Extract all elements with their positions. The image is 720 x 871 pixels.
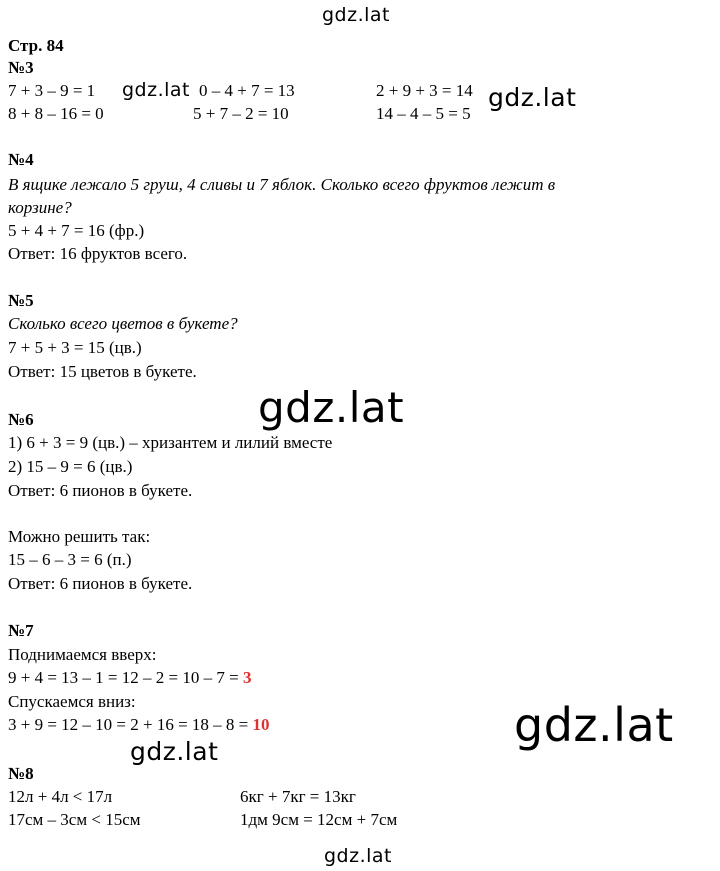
task5-question: Сколько всего цветов в букете? <box>8 314 238 333</box>
task4-question-line1: В ящике лежало 5 груш, 4 сливы и 7 яблок. Сколько всего фруктов лежит в <box>8 175 556 194</box>
watermark-inline-2: gdz.lat <box>488 83 582 112</box>
watermark-inline-3: gdz.lat <box>130 737 224 766</box>
task7-down-label: Спускаемся вниз: <box>8 692 136 711</box>
watermark-inline-1: gdz.lat <box>122 79 191 101</box>
task3-expr-4: 8 + 8 – 16 = 0 <box>8 104 104 123</box>
task6-alt-intro: Можно решить так: <box>8 527 151 546</box>
task3-expr-6: 14 – 4 – 5 = 5 <box>376 104 471 123</box>
task6-heading: №6 <box>8 410 34 429</box>
task3-expr-2: 0 – 4 + 7 = 13 <box>199 81 295 100</box>
task4-heading: №4 <box>8 150 34 169</box>
task5-answer: Ответ: 15 цветов в букете. <box>8 362 197 381</box>
task3-expr-5: 5 + 7 – 2 = 10 <box>193 104 289 123</box>
page-number: Стр. 84 <box>8 36 64 55</box>
watermark-large-right: gdz.lat <box>514 698 674 752</box>
task5-heading: №5 <box>8 291 34 310</box>
task4-solution: 5 + 4 + 7 = 16 (фр.) <box>8 221 145 240</box>
watermark-top: gdz.lat <box>322 4 391 26</box>
task7-down-expr: 3 + 9 = 12 – 10 = 2 + 16 = 18 – 8 = <box>8 715 253 734</box>
task3-expr-3: 2 + 9 + 3 = 14 <box>376 81 473 100</box>
task7-up-result: 3 <box>242 668 252 687</box>
task7-heading: №7 <box>8 621 34 640</box>
watermark-bottom: gdz.lat <box>324 845 393 867</box>
task7-down-result: 10 <box>252 715 270 734</box>
task6-answer2: Ответ: 6 пионов в букете. <box>8 574 193 593</box>
task6-step1: 1) 6 + 3 = 9 (цв.) – хризантем и лилий вместе <box>8 433 333 452</box>
task6-alt-solution: 15 – 6 – 3 = 6 (п.) <box>8 550 132 569</box>
task8-expr-1: 12л + 4л < 17л <box>8 787 113 806</box>
task4-answer: Ответ: 16 фруктов всего. <box>8 244 188 263</box>
task8-expr-3: 17см – 3см < 15см <box>8 810 141 829</box>
task8-expr-4: 1дм 9см = 12см + 7см <box>240 810 398 829</box>
task7-up-expr: 9 + 4 = 13 – 1 = 12 – 2 = 10 – 7 = <box>8 668 243 687</box>
task5-solution: 7 + 5 + 3 = 15 (цв.) <box>8 338 142 357</box>
task8-expr-2: 6кг + 7кг = 13кг <box>240 787 356 806</box>
task4-question-line2: корзине? <box>8 198 72 217</box>
task7-up-label: Поднимаемся вверх: <box>8 645 157 664</box>
task8-heading: №8 <box>8 764 34 783</box>
watermark-large-center: gdz.lat <box>258 383 405 432</box>
task3-expr-1: 7 + 3 – 9 = 1 <box>8 81 96 100</box>
task6-answer1: Ответ: 6 пионов в букете. <box>8 481 193 500</box>
task7-down-expression <box>8 715 270 735</box>
task7-up-expression <box>8 668 251 688</box>
task3-heading: №3 <box>8 58 34 77</box>
task6-step2: 2) 15 – 9 = 6 (цв.) <box>8 457 133 476</box>
